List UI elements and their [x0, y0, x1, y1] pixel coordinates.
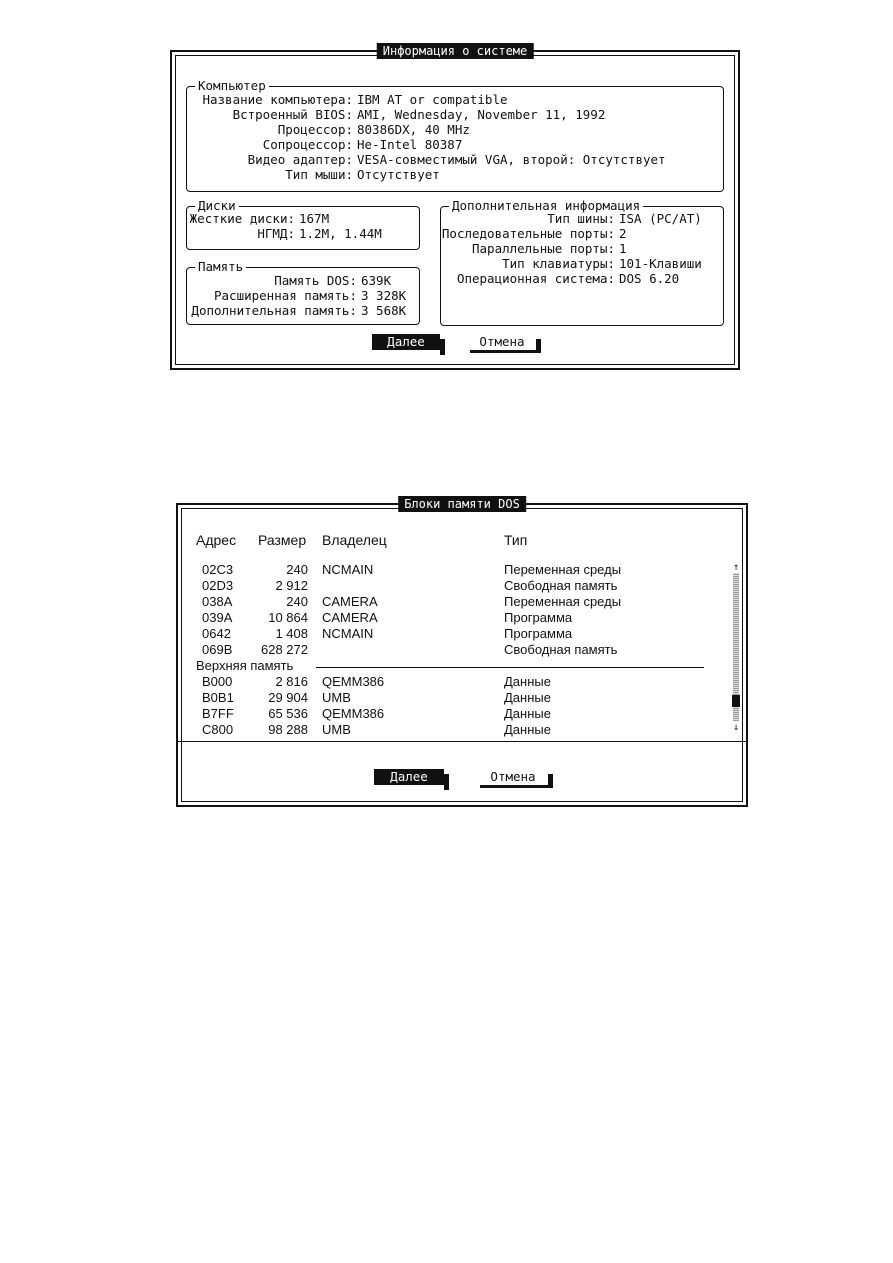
- cell-address: B7FF: [202, 706, 234, 721]
- cell-address: 02D3: [202, 578, 234, 593]
- cell-owner: QEMM386: [322, 674, 385, 689]
- vertical-scrollbar[interactable]: [732, 563, 740, 733]
- scrollbar-thumb[interactable]: [732, 695, 740, 707]
- table-row[interactable]: [178, 642, 718, 658]
- memory-info-key: Дополнительная память:: [191, 303, 357, 318]
- cell-owner: NCMAIN: [322, 562, 374, 577]
- memory-group-label: Память: [195, 259, 246, 275]
- memory-info-value: 3 328K: [361, 288, 407, 303]
- upper-memory-label: Верхняя память: [196, 658, 294, 673]
- cell-type: Переменная среды: [504, 594, 622, 609]
- cell-type: Данные: [504, 706, 551, 721]
- column-header-size: Размер: [258, 532, 307, 548]
- cell-owner: CAMERA: [322, 610, 378, 625]
- computer-info-key: Встроенный BIOS:: [232, 107, 353, 122]
- table-row[interactable]: [178, 610, 718, 626]
- table-row[interactable]: [178, 594, 718, 610]
- cell-address: 069B: [202, 642, 233, 657]
- cell-type: Данные: [504, 690, 551, 705]
- cell-type: Данные: [504, 674, 551, 689]
- computer-group-label: Компьютер: [195, 78, 269, 94]
- cell-type: Свободная память: [504, 578, 618, 593]
- column-header-owner: Владелец: [322, 532, 387, 548]
- cell-size: 29 904: [268, 690, 308, 705]
- column-header-type: Тип: [504, 532, 528, 548]
- computer-info-value: IBM AT or compatible: [357, 92, 508, 107]
- upper-memory-separator: [178, 658, 718, 674]
- extra-info-value: 1: [619, 241, 627, 256]
- system-info-dialog: [170, 44, 740, 370]
- extra-info-value: 101-Клавиши: [619, 256, 702, 271]
- scroll-up-icon[interactable]: ↑: [732, 562, 740, 573]
- cell-address: 038A: [202, 594, 233, 609]
- memory-info-key: Расширенная память:: [214, 288, 357, 303]
- computer-info-key: Тип мыши:: [285, 167, 353, 182]
- computer-info-value: VESA-совместимый VGA, второй: Отсутствует: [357, 152, 666, 167]
- cell-size: 628 272: [261, 642, 308, 657]
- cell-type: Программа: [504, 626, 573, 641]
- next-button-label: Далее: [387, 334, 425, 349]
- extra-info-group-label: Дополнительная информация: [449, 198, 643, 214]
- extra-info-key: Параллельные порты:: [472, 241, 615, 256]
- cell-size: 2 816: [275, 674, 308, 689]
- cell-owner: CAMERA: [322, 594, 378, 609]
- cell-size: 10 864: [268, 610, 308, 625]
- cell-type: Переменная среды: [504, 562, 622, 577]
- extra-info-group: [440, 198, 724, 326]
- next-button-label: Далее: [390, 769, 428, 784]
- cell-owner: NCMAIN: [322, 626, 374, 641]
- extra-info-key: Последовательные порты:: [441, 226, 615, 241]
- cell-size: 240: [286, 594, 308, 609]
- memory-info-value: 3 568K: [361, 303, 407, 318]
- cell-owner: UMB: [322, 722, 351, 737]
- cell-address: B000: [202, 674, 233, 689]
- table-row[interactable]: [178, 626, 718, 642]
- computer-info-key: Сопроцессор:: [262, 137, 353, 152]
- extra-info-value: DOS 6.20: [619, 271, 680, 286]
- table-row[interactable]: [178, 578, 718, 594]
- cell-size: 65 536: [268, 706, 308, 721]
- computer-info-key: Видео адаптер:: [247, 152, 353, 167]
- cell-type: Данные: [504, 722, 551, 737]
- disks-group: [186, 198, 420, 250]
- computer-info-value: 80386DX, 40 MHz: [357, 122, 470, 137]
- next-button[interactable]: [372, 334, 440, 350]
- button-area-divider: [178, 741, 746, 742]
- extra-info-value: ISA (PC/AT): [619, 211, 702, 226]
- cell-owner: QEMM386: [322, 706, 385, 721]
- cell-address: 039A: [202, 610, 233, 625]
- cell-address: C800: [202, 722, 234, 737]
- cell-address: B0B1: [202, 690, 234, 705]
- computer-info-key: Процессор:: [277, 122, 353, 137]
- cancel-button-label: Отмена: [479, 334, 525, 349]
- table-row[interactable]: [178, 722, 718, 738]
- disk-info-value: 1.2M, 1.44M: [299, 226, 382, 241]
- computer-info-value: AMI, Wednesday, November 11, 1992: [357, 107, 606, 122]
- cell-address: 0642: [202, 626, 231, 641]
- dos-memory-dialog: [176, 497, 748, 807]
- extra-info-key: Операционная система:: [456, 271, 615, 286]
- table-row[interactable]: [178, 706, 718, 722]
- scroll-down-icon[interactable]: ↓: [732, 722, 740, 733]
- next-button[interactable]: [374, 769, 444, 785]
- disk-info-key: Жесткие диски:: [189, 211, 295, 226]
- disks-group-label: Диски: [195, 198, 239, 214]
- system-info-title: Информация о системе: [377, 43, 534, 59]
- upper-memory-rule: [316, 667, 704, 668]
- table-row[interactable]: [178, 562, 718, 578]
- dos-memory-title: Блоки памяти DOS: [398, 496, 526, 512]
- disk-info-value: 167M: [299, 211, 330, 226]
- memory-group: [186, 259, 420, 325]
- extra-info-key: Тип шины:: [547, 211, 615, 226]
- computer-group: [186, 78, 724, 192]
- column-header-address: Адрес: [196, 532, 237, 548]
- extra-info-value: 2: [619, 226, 627, 241]
- computer-info-value: Не-Intel 80387: [357, 137, 463, 152]
- memory-info-key: Память DOS:: [274, 273, 357, 288]
- cell-address: 02C3: [202, 562, 234, 577]
- table-row[interactable]: [178, 674, 718, 690]
- computer-info-value: Отсутствует: [357, 167, 440, 182]
- cancel-button[interactable]: [468, 334, 536, 350]
- memory-info-value: 639K: [361, 273, 392, 288]
- table-row[interactable]: [178, 690, 718, 706]
- cell-type: Программа: [504, 610, 573, 625]
- computer-info-key: Название компьютера:: [202, 92, 353, 107]
- cell-size: 98 288: [268, 722, 308, 737]
- cell-size: 1 408: [275, 626, 308, 641]
- disk-info-key: НГМД:: [257, 226, 295, 241]
- cancel-button[interactable]: [478, 769, 548, 785]
- cell-owner: UMB: [322, 690, 351, 705]
- cell-size: 240: [286, 562, 308, 577]
- extra-info-key: Тип клавиатуры:: [502, 256, 615, 271]
- cell-size: 2 912: [275, 578, 308, 593]
- cancel-button-label: Отмена: [490, 769, 536, 784]
- cell-type: Свободная память: [504, 642, 618, 657]
